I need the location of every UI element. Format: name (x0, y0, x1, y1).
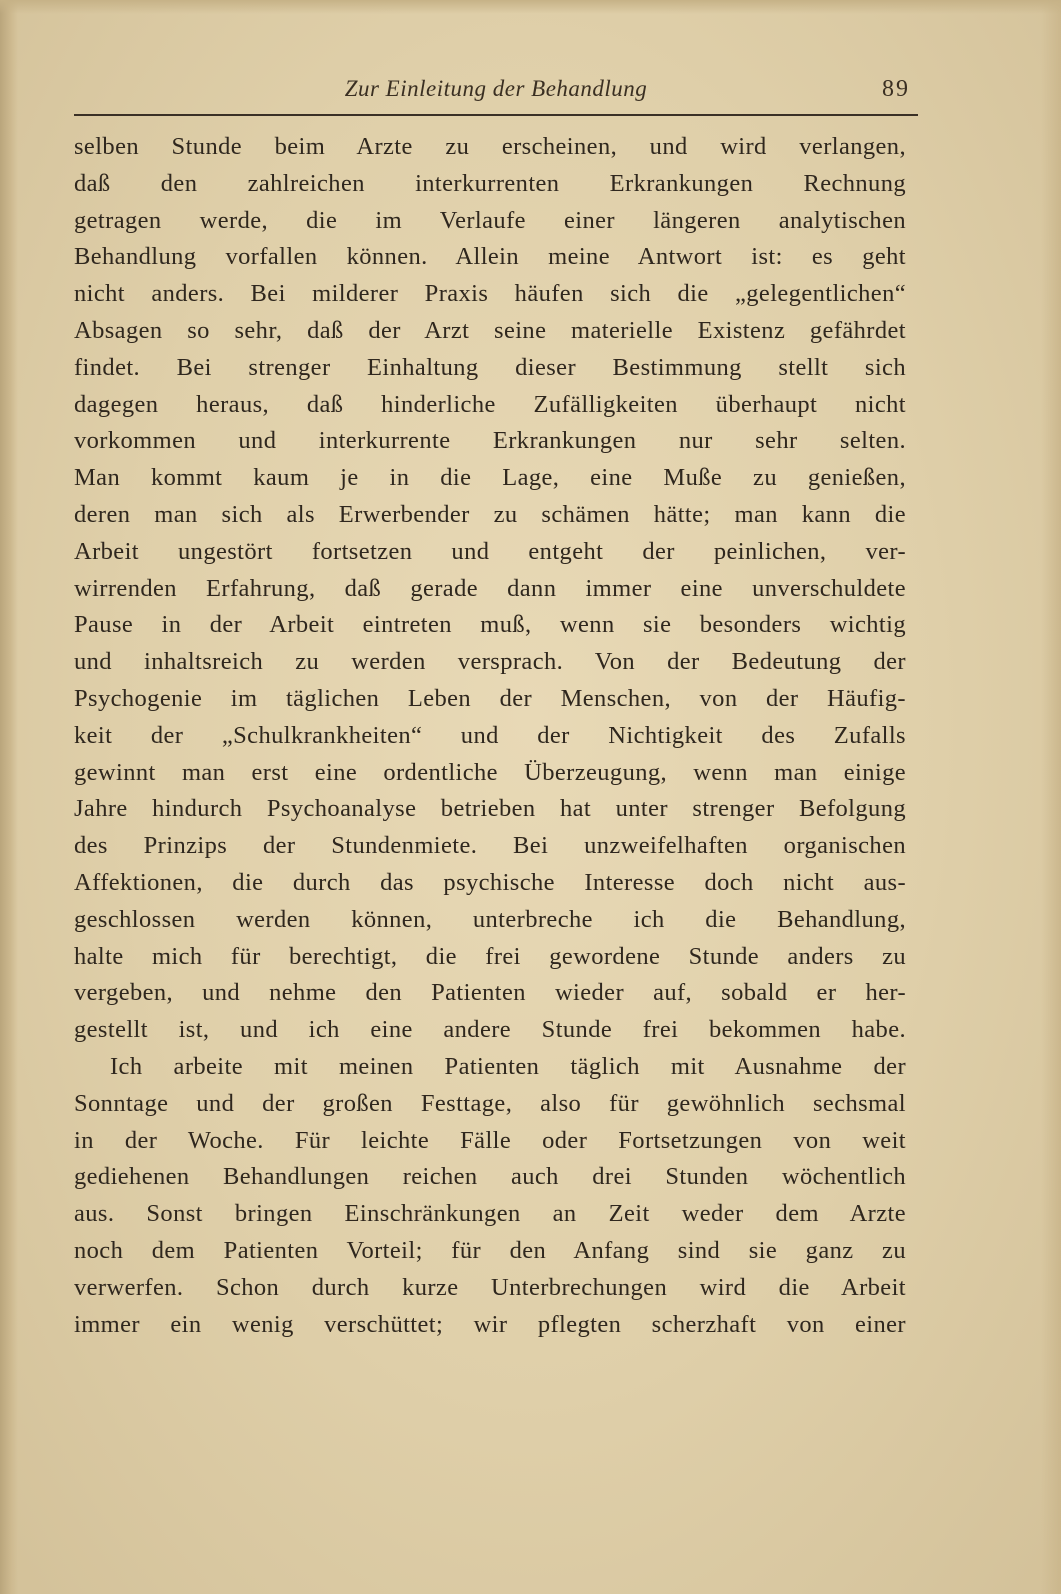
text-line: nicht anders. Bei milderer Praxis häufen sich die „gelegentlichen“ (74, 280, 906, 308)
text-line: deren man sich als Erwerbender zu schämen hätte; man kann die (74, 500, 906, 528)
text-line: geschlossen werden können, unterbreche ich die Behandlung, (74, 905, 906, 933)
text-line: Man kommt kaum je in die Lage, eine Muße zu genießen, (74, 464, 906, 492)
text-line: in der Woche. Für leichte Fälle oder Fortsetzungen von weit (74, 1126, 906, 1154)
text-line: verwerfen. Schon durch kurze Unterbrechungen wird die Arbeit (74, 1273, 906, 1301)
text-line: vergeben, und nehme den Patienten wieder auf, sobald er her- (74, 979, 906, 1007)
page-edge-top-shadow (0, 0, 1061, 14)
text-line: gewinnt man erst eine ordentliche Überzeugung, wenn man einige (74, 758, 906, 786)
body-text (74, 129, 906, 1343)
page-number: 89 (882, 76, 910, 102)
text-line: Sonntage und der großen Festtage, also für gewöhnlich sechsmal (74, 1089, 906, 1117)
header-rule (74, 114, 918, 116)
text-line: daß den zahlreichen interkurrenten Erkrankungen Rechnung (74, 169, 906, 197)
page-edge-left-shadow (0, 0, 18, 1594)
text-line: Jahre hindurch Psychoanalyse betrieben hat unter strenger Befolgung (74, 795, 906, 823)
text-line: Arbeit ungestört fortsetzen und entgeht der peinlichen, ver- (74, 537, 906, 565)
text-line: keit der „Schulkrankheiten“ und der Nichtigkeit des Zufalls (74, 721, 906, 749)
text-line: findet. Bei strenger Einhaltung dieser Bestimmung stellt sich (74, 353, 906, 381)
text-line: immer ein wenig verschüttet; wir pflegten scherzhaft von einer (74, 1310, 906, 1338)
text-line: getragen werde, die im Verlaufe einer längeren analytischen (74, 206, 906, 234)
text-line: Behandlung vorfallen können. Allein meine Antwort ist: es geht (74, 243, 906, 271)
text-line: des Prinzips der Stundenmiete. Bei unzweifelhaften organischen (74, 832, 906, 860)
text-line: Affektionen, die durch das psychische Interesse doch nicht aus- (74, 868, 906, 896)
page-edge-right-shadow (1041, 0, 1061, 1594)
text-line: gediehenen Behandlungen reichen auch drei Stunden wöchentlich (74, 1163, 906, 1191)
text-line: halte mich für berechtigt, die frei gewordene Stunde anders zu (74, 942, 906, 970)
paragraph-start-line: Ich arbeite mit meinen Patienten täglich mit Ausnahme der (110, 1052, 906, 1080)
page-header (74, 76, 918, 110)
text-line: dagegen heraus, daß hinderliche Zufälligkeiten überhaupt nicht (74, 390, 906, 418)
text-line: selben Stunde beim Arzte zu erscheinen, und wird verlangen, (74, 133, 906, 160)
text-line: aus. Sonst bringen Einschränkungen an Zeit weder dem Arzte (74, 1200, 906, 1228)
text-line: und inhaltsreich zu werden versprach. Von der Bedeutung der (74, 648, 906, 676)
text-line: Pause in der Arbeit eintreten muß, wenn sie besonders wichtig (74, 611, 906, 639)
text-line: Absagen so sehr, daß der Arzt seine materielle Existenz gefährdet (74, 316, 906, 344)
text-line: noch dem Patienten Vorteil; für den Anfang sind sie ganz zu (74, 1236, 906, 1264)
running-title: Zur Einleitung der Behandlung (344, 76, 648, 101)
text-line: gestellt ist, und ich eine andere Stunde frei bekommen habe. (74, 1016, 906, 1044)
text-line: vorkommen und interkurrente Erkrankungen nur sehr selten. (74, 427, 906, 455)
text-line: wirrenden Erfahrung, daß gerade dann immer eine unverschuldete (74, 574, 906, 602)
text-line: Psychogenie im täglichen Leben der Menschen, von der Häufig- (74, 684, 906, 712)
